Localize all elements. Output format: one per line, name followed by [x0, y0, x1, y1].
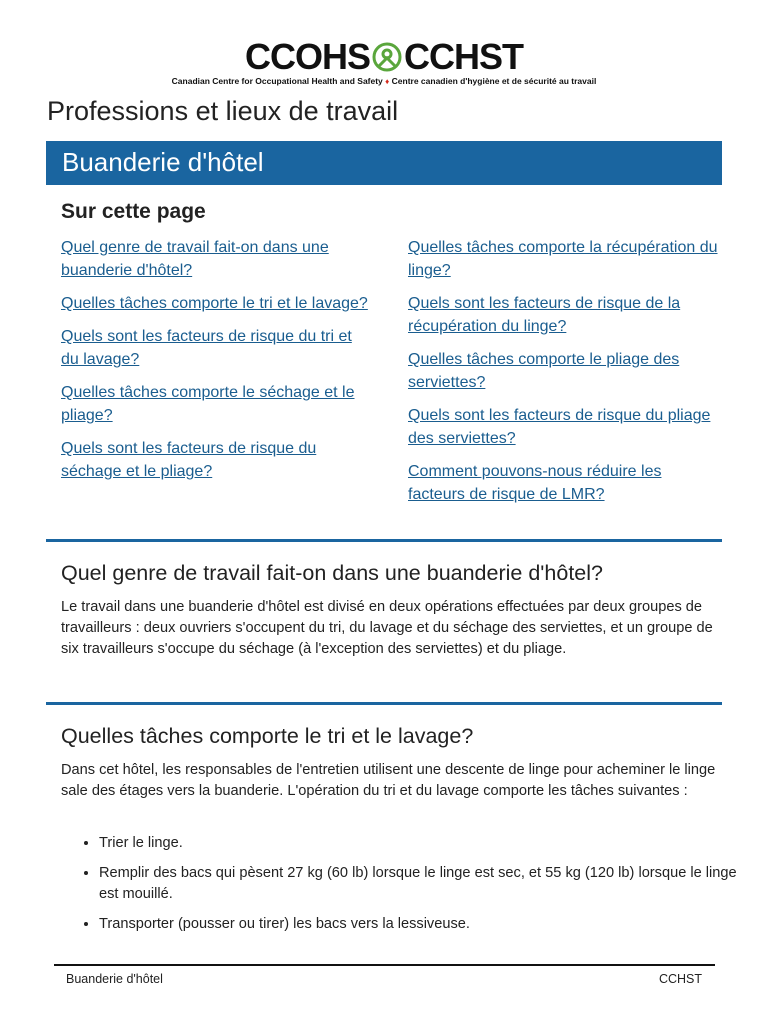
- section-divider: [46, 702, 722, 705]
- toc-left-column: [61, 236, 371, 493]
- toc-link-taches-sechage-pliage[interactable]: Quelles tâches comporte le séchage et le pliage?: [61, 384, 355, 424]
- toc-link-risques-tri-lavage[interactable]: Quels sont les facteurs de risque du tri et du lavage?: [61, 328, 352, 368]
- toc-link-travail[interactable]: Quel genre de travail fait-on dans une buanderie d'hôtel?: [61, 239, 329, 279]
- toc-heading: Sur cette page: [61, 200, 206, 223]
- document-title-banner: Buanderie d'hôtel: [46, 141, 722, 185]
- footer-publisher: CCHST: [658, 972, 702, 986]
- logo-tagline: [0, 76, 768, 86]
- tagline-fr: Centre canadien d'hygiène et de sécurité au travail: [391, 76, 597, 86]
- logo-wordmark: [244, 36, 523, 77]
- list-item: • Transporter (pousser ou tirer) les bacs vers la lessiveuse.: [99, 914, 749, 935]
- section-heading-tri-lavage: Quelles tâches comporte le tri et le lavage?: [61, 724, 474, 748]
- list-item: • Remplir des bacs qui pèsent 27 kg (60 lb) lorsque le linge est sec, et 55 kg (120 lb) lorsque le linge est mouillé.: [99, 863, 749, 905]
- section-divider: [46, 539, 722, 542]
- toc-right-column: [408, 236, 718, 516]
- task-list: [61, 833, 749, 944]
- footer-document-title: Buanderie d'hôtel: [66, 972, 163, 986]
- maple-leaf-icon: ♦: [385, 77, 390, 86]
- toc-link-reduire-risques-lmr[interactable]: Comment pouvons-nous réduire les facteurs de risque de LMR?: [408, 463, 662, 503]
- toc-link-taches-pliage-serviettes[interactable]: Quelles tâches comporte le pliage des serviettes?: [408, 351, 680, 391]
- logo-right: CCHST: [404, 36, 523, 77]
- toc-link-risques-sechage-pliage[interactable]: Quels sont les facteurs de risque du séchage et le pliage?: [61, 440, 317, 480]
- toc-link-taches-tri-lavage[interactable]: Quelles tâches comporte le tri et le lavage?: [61, 295, 368, 312]
- ccohs-logo[interactable]: [0, 36, 768, 86]
- section-body-tri-lavage: Dans cet hôtel, les responsables de l'entretien utilisent une descente de linge pour acheminer le linge sale des étages vers la buanderie. L'opération du tri et du lavage comporte les tâches suivantes :: [61, 762, 716, 799]
- tagline-en: Canadian Centre for Occupational Health and Safety: [171, 76, 383, 86]
- toc-link-risques-pliage-serviettes[interactable]: Quels sont les facteurs de risque du pliage des serviettes?: [408, 407, 711, 447]
- logo-left: CCOHS: [244, 36, 370, 77]
- toc-link-taches-recuperation[interactable]: Quelles tâches comporte la récupération du linge?: [408, 239, 718, 279]
- list-item: • Trier le linge.: [99, 833, 749, 854]
- ccohs-emblem-icon: [372, 42, 402, 72]
- section-title: Professions et lieux de travail: [47, 96, 399, 126]
- section-heading-travail: Quel genre de travail fait-on dans une buanderie d'hôtel?: [61, 561, 603, 585]
- footer-divider: [54, 964, 715, 966]
- toc-link-risques-recuperation[interactable]: Quels sont les facteurs de risque de la récupération du linge?: [408, 295, 681, 335]
- section-body-travail: Le travail dans une buanderie d'hôtel est divisé en deux opérations effectuées par deux groupes de travailleurs : deux ouvriers s'occupent du tri, du lavage et du séchage des serviettes, et un groupe de six travailleurs s'occupe du séchage (à l'exception des serviettes) et du pliage.: [61, 599, 713, 657]
